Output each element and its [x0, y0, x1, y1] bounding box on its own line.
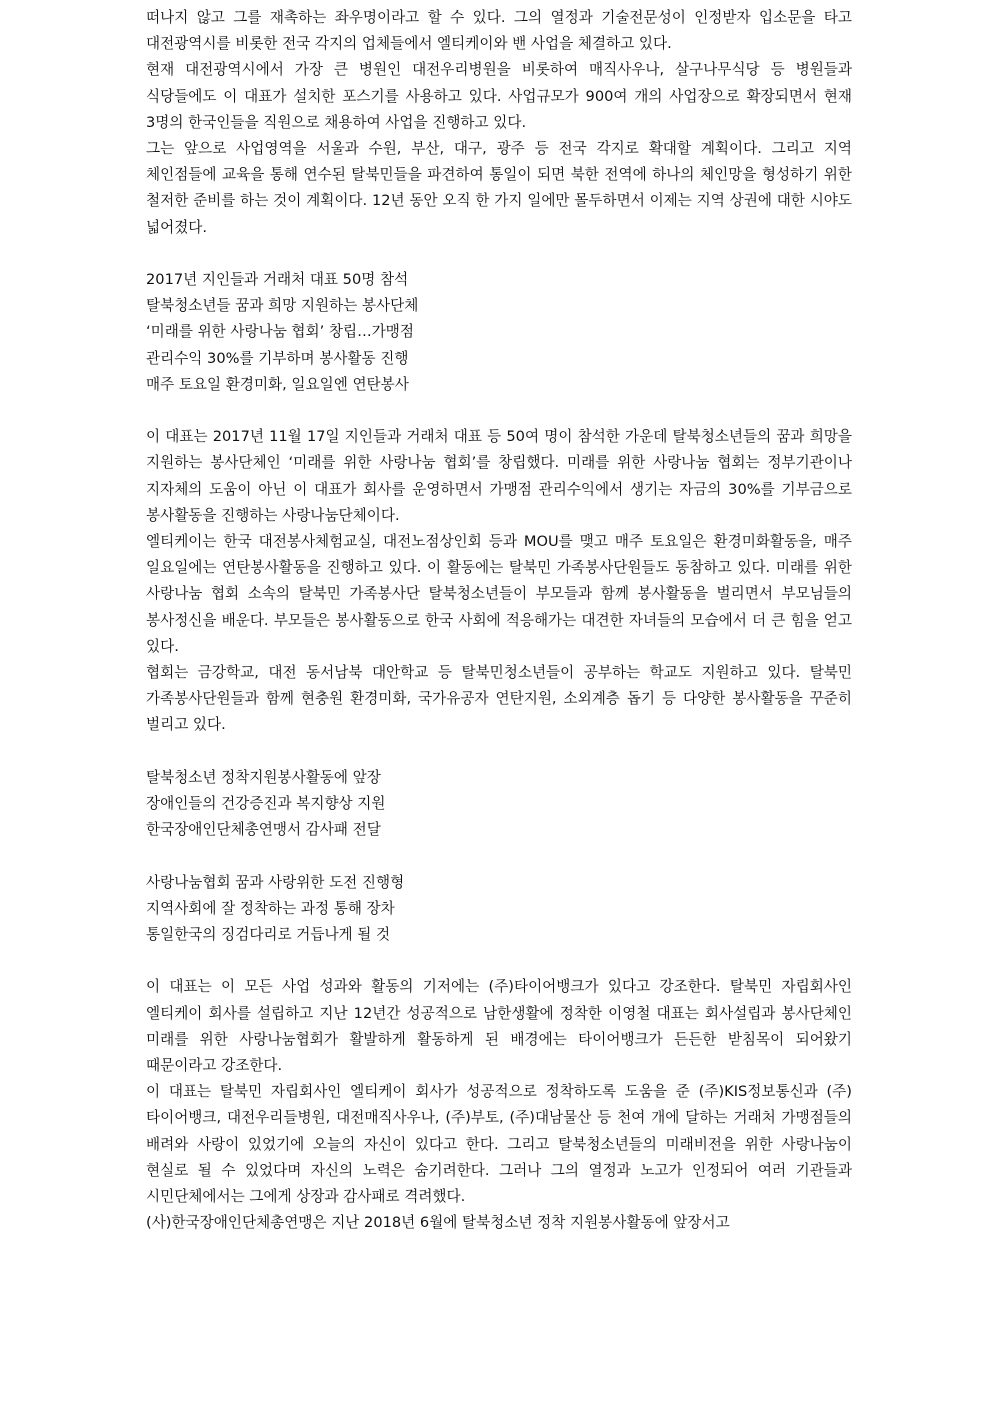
subheading-line: 장애인들의 건강증진과 복지향상 지원: [146, 795, 386, 813]
paragraph-4: 이 대표는 2017년 11월 17일 지인들과 거래처 대표 등 50여 명이 참석한 가운데 탈북청소년들의 꿈과 희망을 지원하는 봉사단체인 ‘미래를 위한 사랑나눔 협회’를 창립했다. 미래를 위한 사랑나눔 협회는 정부기관이나 지자체의 도움이 아닌 이 대표가 회사를 운영하면서 가맹점 관리수익에서 생기는 자금의 30%를 기부금으로 봉사활동을 진행하는 사랑나눔단체이다.: [146, 428, 852, 524]
subheading-line: 사랑나눔협회 꿈과 사랑위한 도전 진행형: [146, 873, 405, 891]
paragraph-7: 이 대표는 이 모든 사업 성과와 활동의 기저에는 (주)타이어뱅크가 있다고 강조한다. 탈북민 자립회사인 엘티케이 회사를 설립하고 지난 12년간 성공적으로 남한생활에 정착한 이영철 대표는 회사설립과 봉사단체인 미래를 위한 사랑나눔협회가 활발하게 활동하게 된 배경에는 타이어뱅크가 든든한 받침목이 되어왔기 때문이라고 강조한다.: [146, 978, 852, 1075]
paragraph-6: 협회는 금강학교, 대전 동서남북 대안학교 등 탈북민청소년들이 공부하는 학교도 지원하고 있다. 탈북민 가족봉사단원들과 함께 현충원 환경미화, 국가유공자 연탄지원, 소외계층 돕기 등 다양한 봉사활동을 꾸준히 벌리고 있다.: [146, 664, 852, 734]
subheading-line: 탈북청소년들 꿈과 희망 지원하는 봉사단체: [146, 297, 419, 315]
subheading-line: 관리수익 30%를 기부하며 봉사활동 진행: [146, 349, 409, 367]
paragraph-2: 현재 대전광역시에서 가장 큰 병원인 대전우리병원을 비롯하여 매직사우나, 살구나무식당 등 병원들과 식당들에도 이 대표가 설치한 포스기를 사용하고 있다. 사업규모가 900여 개의 사업장으로 확장되면서 현재 3명의 한국인들을 직원으로 채용하여 사업을 진행하고 있다.: [146, 61, 852, 131]
subheading-line: 통일한국의 징검다리로 거듭나게 될 것: [146, 926, 391, 944]
subheading-line: ‘미래를 위한 사랑나눔 협회’ 창립…가맹점: [146, 323, 414, 341]
paragraph-5: 엘티케이는 한국 대전봉사체험교실, 대전노점상인회 등과 MOU를 맺고 매주 토요일은 환경미화활동을, 매주 일요일에는 연탄봉사활동을 진행하고 있다. 이 활동에는 탈북민 가족봉사단원들도 동참하고 있다. 미래를 위한 사랑나눔 협회 소속의 탈북민 가족봉사단 탈북청소년들이 부모들과 함께 봉사활동을 벌리면서 부모님들의 봉사정신을 배운다. 부모들은 봉사활동으로 한국 사회에 적응해가는 대견한 자녀들의 모습에서 더 큰 힘을 얻고 있다.: [146, 533, 852, 655]
subheading-line: 탈북청소년 정착지원봉사활동에 앞장: [146, 768, 381, 786]
paragraph-1: 떠나지 않고 그를 재촉하는 좌우명이라고 할 수 있다. 그의 열정과 기술전문성이 인정받자 입소문을 타고 대전광역시를 비롯한 전국 각지의 업체들에서 엘티케이와 밴 사업을 체결하고 있다.: [146, 9, 852, 53]
subheading-line: 한국장애인단체총연맹서 감사패 전달: [146, 821, 381, 839]
subheading-group-1: [146, 267, 852, 398]
paragraph-8: 이 대표는 탈북민 자립회사인 엘티케이 회사가 성공적으로 정착하도록 도움을 준 (주)KIS정보통신과 (주)타이어뱅크, 대전우리들병원, 대전매직사우나, (주)부토, (주)대남물산 등 천여 개에 달하는 거래처 가맹점들의 배려와 사랑이 있었기에 오늘의 자신이 있다고 한다. 그리고 탈북청소년들의 미래비전을 위한 사랑나눔이 현실로 될 수 있었다며 자신의 노력은 숨기려한다. 그러나 그의 열정과 노고가 인정되어 여러 기관들과 시민단체에서는 그에게 상장과 감사패로 격려했다.: [146, 1083, 852, 1206]
subheading-line: 2017년 지인들과 거래처 대표 50명 참석: [146, 271, 409, 289]
paragraph-9: (사)한국장애인단체총연맹은 지난 2018년 6월에 탈북청소년 정착 지원봉사활동에 앞장서고: [146, 1214, 730, 1232]
subheading-group-2: [146, 765, 852, 844]
subheading-line: 매주 토요일 환경미화, 일요일엔 연탄봉사: [146, 375, 409, 393]
paragraph-3: 그는 앞으로 사업영역을 서울과 수원, 부산, 대구, 광주 등 전국 각지로 확대할 계획이다. 그리고 지역 체인점들에 교육을 통해 연수된 탈북민들을 파견하여 통일이 되면 북한 전역에 하나의 체인망을 형성하기 위한 철저한 준비를 하는 것이 계획이다. 12년 동안 오직 한 가지 일에만 몰두하면서 이제는 지역 상권에 대한 시야도 넓어졌다.: [146, 140, 852, 236]
subheading-line: 지역사회에 잘 정착하는 과정 통해 장차: [146, 899, 395, 917]
subheading-group-3: [146, 870, 852, 949]
article-body: [146, 5, 852, 1236]
